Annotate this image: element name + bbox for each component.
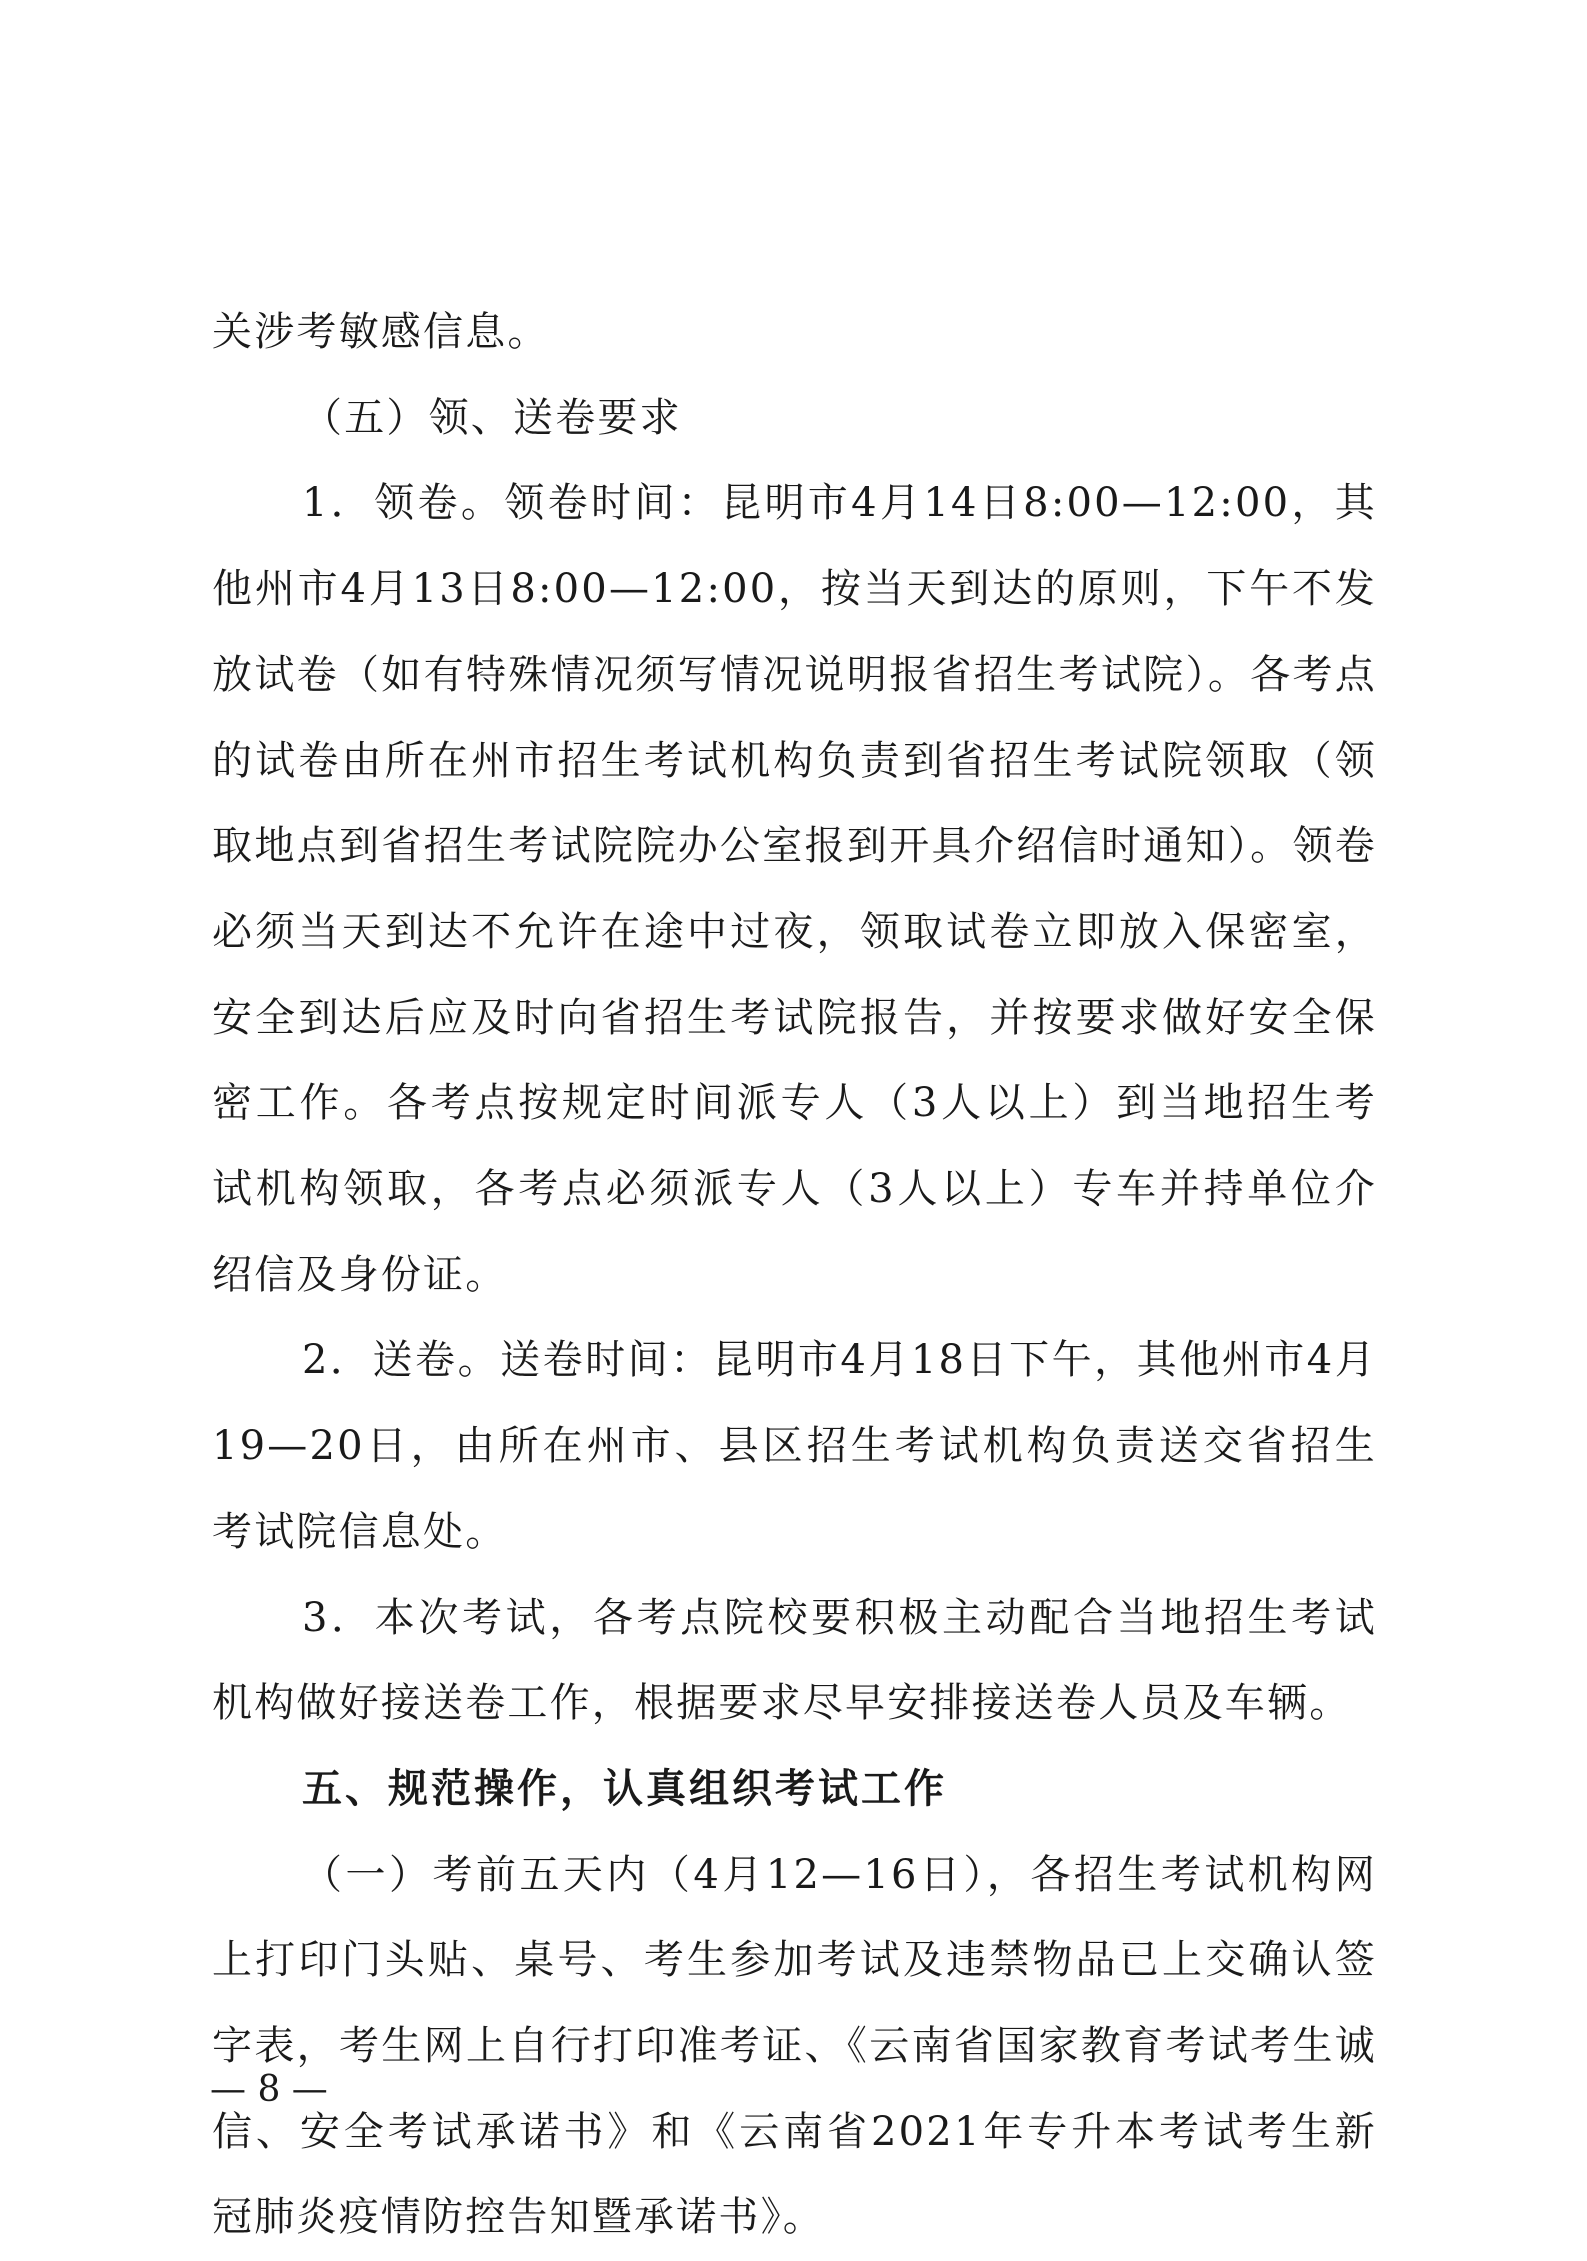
page-number: — 8 — (210, 2069, 328, 2110)
paragraph-item-3-cooperation: 3．本次考试，各考点院校要积极主动配合当地招生考试机构做好接送卷工作，根据要求尽早安排接送卷人员及车辆。 (212, 1594, 1377, 1727)
document-body (212, 290, 1377, 2261)
subsection-heading-5: （五）领、送卷要求 (302, 394, 682, 441)
paragraph-sub-1-pre-exam: （一）考前五天内（4月12—16日），各招生考试机构网上打印门头贴、桌号、考生参加考试及违禁物品已上交确认签字表，考生网上自行打印准考证、《云南省国家教育考试考生诚信、安全考试承诺书》和《云南省2021年专升本考试考生新冠肺炎疫情防控告知暨承诺书》。 (212, 1851, 1377, 2241)
section-heading-5: 五、规范操作，认真组织考试工作 (302, 1765, 947, 1812)
paragraph-continuation: 关涉考敏感信息。 (212, 309, 550, 355)
paragraph-item-1-collect-papers: 1．领卷。领卷时间：昆明市4月14日8:00—12:00，其他州市4月13日8:00—12:00，按当天到达的原则，下午不发放试卷（如有特殊情况须写情况说明报省招生考试院）。各考点的试卷由所在州市招生考试机构负责到省招生考试院领取（领取地点到省招生考试院院办公室报到开具介绍信时通知）。领卷必须当天到达不允许在途中过夜，领取试卷立即放入保密室，安全到达后应及时向省招生考试院报告，并按要求做好安全保密工作。各考点按规定时间派专人（3人以上）到当地招生考试机构领取，各考点必须派专人（3人以上）专车并持单位介绍信及身份证。 (212, 480, 1377, 1298)
paragraph-item-2-deliver-papers: 2．送卷。送卷时间：昆明市4月18日下午，其他州市4月19—20日，由所在州市、县区招生考试机构负责送交省招生考试院信息处。 (212, 1337, 1377, 1555)
